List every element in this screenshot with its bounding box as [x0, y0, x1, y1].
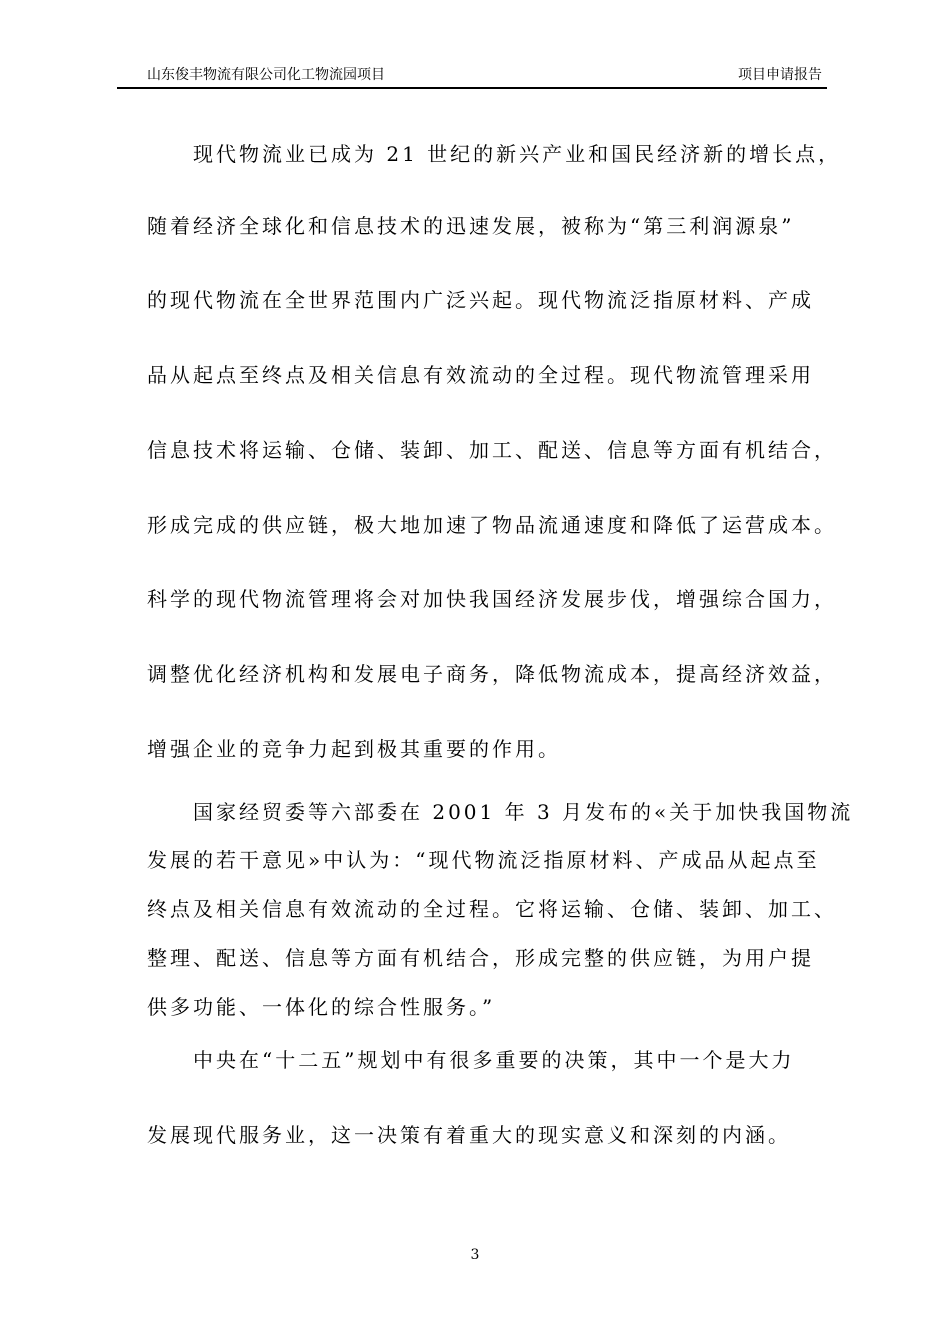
- header-document-title: 山东俊丰物流有限公司化工物流园项目: [147, 67, 385, 83]
- paragraph-2-line-5: 供多功能、一体化的综合性服务。”: [147, 995, 496, 1019]
- paragraph-2-line-1: 国家经贸委等六部委在 2001 年 3 月发布的«关于加快我国物流: [193, 800, 854, 824]
- header-report-type: 项目申请报告: [738, 67, 822, 83]
- paragraph-1-line-3: 的现代物流在全世界范围内广泛兴起。现代物流泛指原材料、产成: [147, 288, 814, 312]
- paragraph-1-line-4: 品从起点至终点及相关信息有效流动的全过程。现代物流管理采用: [147, 363, 814, 387]
- paragraph-1-line-9: 增强企业的竞争力起到极其重要的作用。: [147, 737, 561, 761]
- page-number: 3: [470, 1247, 480, 1263]
- paragraph-3-line-1: 中央在“十二五”规划中有很多重要的决策，其中一个是大力: [193, 1048, 795, 1072]
- paragraph-1-line-6: 形成完成的供应链，极大地加速了物品流通速度和降低了运营成本。: [147, 513, 837, 537]
- header-divider: [117, 87, 827, 89]
- paragraph-2-line-4: 整理、配送、信息等方面有机结合，形成完整的供应链，为用户提: [147, 946, 814, 970]
- paragraph-1-line-1: 现代物流业已成为 21 世纪的新兴产业和国民经济新的增长点，: [193, 142, 842, 166]
- paragraph-1-line-2: 随着经济全球化和信息技术的迅速发展，被称为“第三利润源泉”: [147, 214, 795, 238]
- paragraph-1-line-8: 调整优化经济机构和发展电子商务，降低物流成本，提高经济效益，: [147, 662, 837, 686]
- paragraph-2-line-2: 发展的若干意见»中认为：“现代物流泛指原材料、产成品从起点至: [147, 848, 820, 872]
- paragraph-3-line-2: 发展现代服务业，这一决策有着重大的现实意义和深刻的内涵。: [147, 1123, 791, 1147]
- paragraph-1-line-5: 信息技术将运输、仓储、装卸、加工、配送、信息等方面有机结合，: [147, 438, 837, 462]
- paragraph-1-line-7: 科学的现代物流管理将会对加快我国经济发展步伐，增强综合国力，: [147, 587, 837, 611]
- paragraph-2-line-3: 终点及相关信息有效流动的全过程。它将运输、仓储、装卸、加工、: [147, 897, 837, 921]
